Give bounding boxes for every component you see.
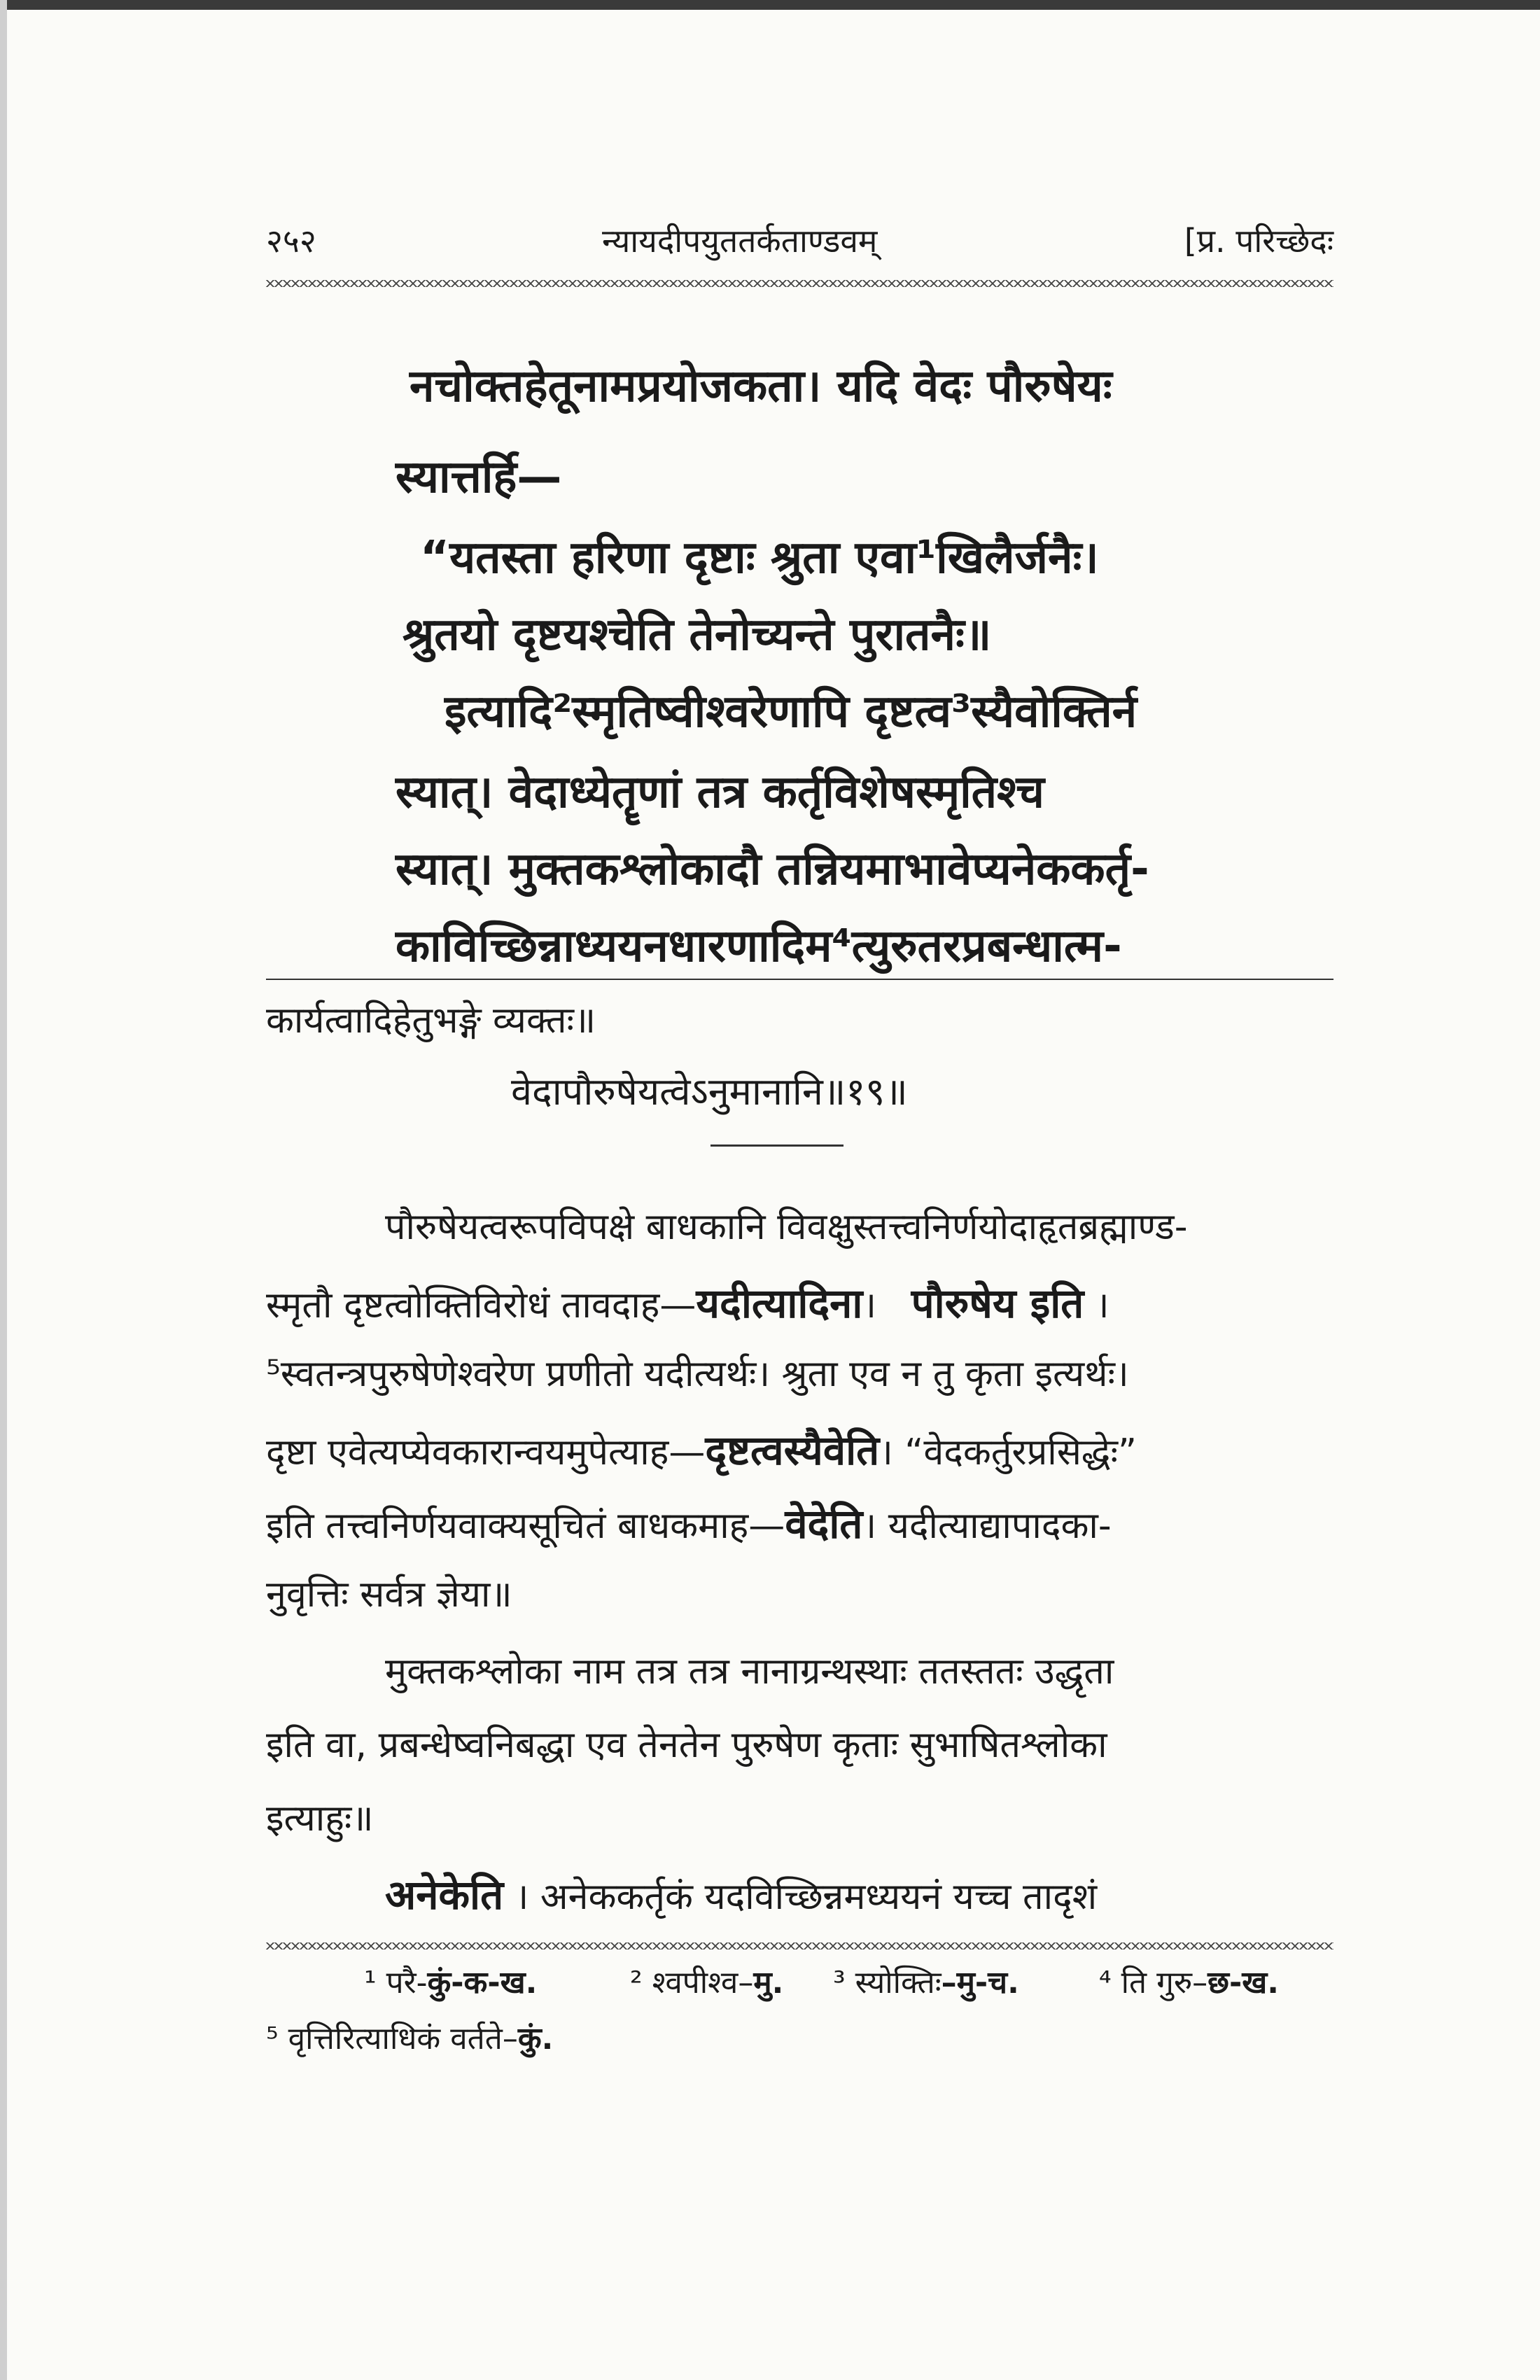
footnote-rule	[266, 1942, 1334, 1949]
mula-line: स्यात्तर्हि—	[396, 451, 562, 503]
pratika: यदीत्यादिना	[696, 1280, 863, 1327]
footnote-2	[630, 1960, 783, 2002]
section-heading: वेदापौरुषेयत्वेऽनुमानानि॥१९॥	[511, 1070, 908, 1114]
footnote-source: मु.	[753, 1965, 784, 2001]
footnote-text: ² श्वपीश्व–	[630, 1965, 754, 2001]
danda: ।	[1095, 1284, 1110, 1326]
mula-verse-line: श्रुतयो दृष्टयश्चेति तेनोच्यन्ते पुरातनैः॥	[402, 609, 992, 661]
heading-dash	[710, 1144, 844, 1147]
footnote-text: ¹ परै-	[364, 1965, 428, 2001]
pratika: दृष्टत्वस्यैवेति	[705, 1427, 880, 1474]
footnote-source: कुं-क-ख.	[427, 1965, 538, 2001]
footnote-1	[364, 1960, 537, 2002]
footnote-3	[833, 1960, 1019, 2002]
mula-line: नचोक्तहेतूनामप्रयोजकता। यदि वेदः पौरुषेयः	[410, 360, 1112, 412]
text: । अनेककर्तृकं यदविच्छिन्नमध्ययनं यच्च तादृशं	[514, 1876, 1098, 1918]
danda: ।	[862, 1284, 888, 1326]
section-label: [प्र. परिच्छेदः	[1184, 222, 1334, 260]
text: दृष्टा एवेत्यप्येवकारान्वयमुपेत्याह—	[266, 1432, 706, 1474]
footnote-source: कुं.	[517, 2021, 554, 2057]
commentary-line	[266, 1421, 1137, 1476]
scan-top-edge	[7, 0, 1540, 10]
text: इति तत्त्वनिर्णयवाक्यसूचितं बाधकमाह—	[266, 1505, 785, 1547]
footnote-text: ³ स्योक्तिः	[833, 1965, 941, 2001]
page-number: २५२	[266, 222, 316, 260]
running-header	[266, 218, 1334, 274]
text: स्मृतौ दृष्टत्वोक्तिविरोधं तावदाह—	[266, 1284, 696, 1326]
pratika: वेदेति	[785, 1500, 863, 1548]
commentary-line: ⁵स्वतन्त्रपुरुषेणेश्वरेण प्रणीतो यदीत्यर्थः। श्रुता एव न तु कृता इत्यर्थः।	[266, 1353, 1129, 1395]
text: । “वेदकर्तुरप्रसिद्धेः”	[879, 1432, 1137, 1474]
footnote-text: ⁴ ति गुरु–	[1099, 1965, 1208, 2001]
mula-verse-line: “यतस्ता हरिणा दृष्टाः श्रुता एवा¹खिलैर्जनैः।	[420, 532, 1099, 584]
text: । यदीत्याद्यापादका-	[862, 1505, 1112, 1547]
footnote-source: छ-ख.	[1208, 1965, 1279, 2001]
pratika: अनेकेति	[385, 1871, 504, 1919]
mula-line: स्यात्। मुक्तकश्लोकादौ तन्नियमाभावेप्यनेककर्तृ-	[396, 844, 1149, 895]
header-rule	[266, 280, 1334, 287]
pratika: पौरुषेय इति	[911, 1280, 1084, 1327]
mula-tail: कार्यत्वादिहेतुभङ्गे व्यक्तः॥	[266, 1000, 596, 1042]
mula-divider	[266, 979, 1334, 980]
mula-line: इत्यादि²स्मृतिष्वीश्वरेणापि दृष्टत्व³स्यैवोक्तिर्न	[444, 686, 1138, 738]
commentary-line	[385, 1865, 1097, 1921]
commentary-line: इत्याहुः॥	[266, 1798, 374, 1840]
footnote-4	[1099, 1960, 1279, 2002]
mula-line: स्यात्। वेदाध्येतॄणां तत्र कर्तृविशेषस्मृतिश्च	[396, 766, 1045, 818]
commentary-line: मुक्तकश्लोका नाम तत्र तत्र नानाग्रन्थस्थाः ततस्ततः उद्धृता	[385, 1651, 1114, 1693]
commentary-line: पौरुषेयत्वरूपविपक्षे बाधकानि विवक्षुस्तत्त्वनिर्णयोदाहृतब्रह्माण्ड-	[385, 1206, 1188, 1248]
commentary-line	[266, 1274, 1110, 1329]
running-title: न्यायदीपयुततर्कताण्डवम्	[602, 222, 878, 260]
mula-line: काविच्छिन्नाध्ययनधारणादिम⁴त्युरुतरप्रबन्धात्म-	[396, 920, 1122, 972]
commentary-line: नुवृत्तिः सर्वत्र ज्ञेया॥	[266, 1574, 512, 1616]
commentary-line	[266, 1494, 1112, 1550]
footnote-text: ⁵ वृत्तिरित्याधिकं वर्तते–	[266, 2021, 518, 2057]
commentary-line: इति वा, प्रबन्धेष्वनिबद्धा एव तेनतेन पुरुषेण कृताः सुभाषितश्लोका	[266, 1724, 1107, 1766]
footnote-source: –मु-च.	[941, 1965, 1019, 2001]
footnote-5	[266, 2016, 553, 2058]
